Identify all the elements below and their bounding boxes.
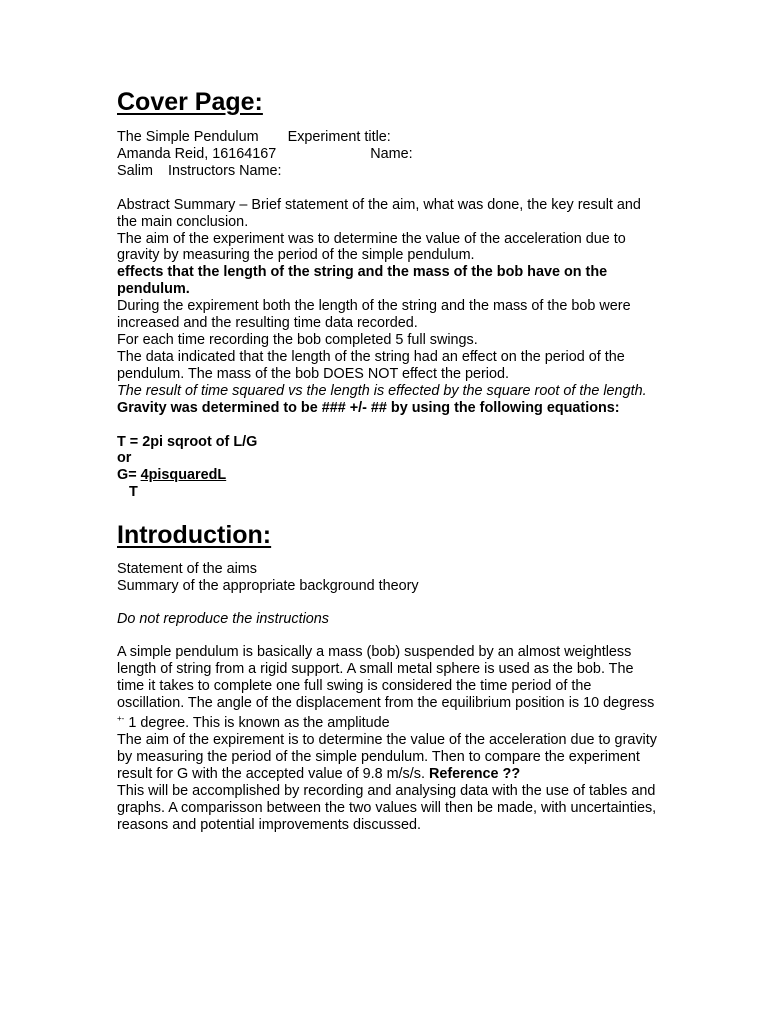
intro-paragraph-method: This will be accomplished by recording and analysing data with the use of tables and graphs. A comparisson between the two values will then be made, with uncertainties, reasons and potential improvements discussed.: [117, 783, 657, 833]
document-body: [117, 86, 657, 834]
abstract-section: [117, 197, 657, 501]
intro-note: Do not reproduce the instructions: [117, 610, 329, 627]
abstract-effects: effects that the length of the string and the mass of the bob have on the pendulum.: [117, 264, 608, 298]
abstract-result: The result of time squared vs the length is effected by the square root of the length.: [117, 382, 647, 399]
equation-or: or: [117, 450, 132, 467]
abstract-data-indicated: The data indicated that the length of the string had an effect on the period of the pendulum. The mass of the bob DOES NOT effect the period.: [117, 348, 625, 382]
plus-minus-symbol: +-: [117, 714, 125, 724]
instructor-name-value: Salim: [117, 162, 153, 179]
reference-placeholder: Reference ??: [428, 766, 521, 783]
student-name-value: Amanda Reid, 16164167: [117, 145, 277, 162]
intro-paragraph-pendulum: A simple pendulum is basically a mass (bob) suspended by an almost weightless length of string from a rigid support. A small metal sphere is used as the bob. The time it takes to complete one full swing is considered the time period of the oscillation. The angle of the displacement from the equilibrium position is 10 degress +- 1 degree. This is known as the amplitude: [117, 643, 655, 732]
introduction-heading: Introduction:: [117, 521, 272, 550]
introduction-section: [117, 561, 657, 834]
intro-statement: Statement of the aims: [117, 561, 257, 578]
equation-period: T = 2pi sqroot of L/G: [117, 433, 258, 450]
intro-paragraph-aim: The aim of the expirement is to determine the value of the acceleration due to gravity by measuring the period of the simple pendulum. Then to compare the experiment result for G with the accepted value of 9.8 m/s/s. Reference ??: [117, 732, 657, 783]
equation-gravity-numerator: 4pisquaredL: [140, 467, 227, 484]
abstract-during: During the expirement both the length of the string and the mass of the bob were increased and the resulting time data recorded.: [117, 298, 631, 332]
intro-summary: Summary of the appropriate background theory: [117, 578, 419, 595]
cover-details: [117, 129, 657, 180]
abstract-each-time: For each time recording the bob completed 5 full swings.: [117, 331, 478, 348]
experiment-title-label: Experiment title:: [287, 129, 391, 145]
student-name-label: Name:: [370, 145, 413, 162]
cover-page-heading: Cover Page:: [117, 88, 263, 116]
instructor-name-label: Instructors Name:: [167, 162, 282, 179]
equation-gravity-denominator: T: [129, 484, 138, 501]
abstract-gravity: Gravity was determined to be ### +/- ## by using the following equations:: [117, 399, 620, 416]
experiment-title-value: The Simple Pendulum: [117, 129, 259, 145]
abstract-aim: The aim of the experiment was to determine the value of the acceleration due to gravity by measuring the period of the simple pendulum.: [117, 230, 626, 264]
equation-gravity-prefix: G=: [117, 467, 141, 484]
abstract-intro: Abstract Summary – Brief statement of the aim, what was done, the key result and the main conclusion.: [117, 196, 641, 230]
equation-gravity: [117, 467, 657, 484]
